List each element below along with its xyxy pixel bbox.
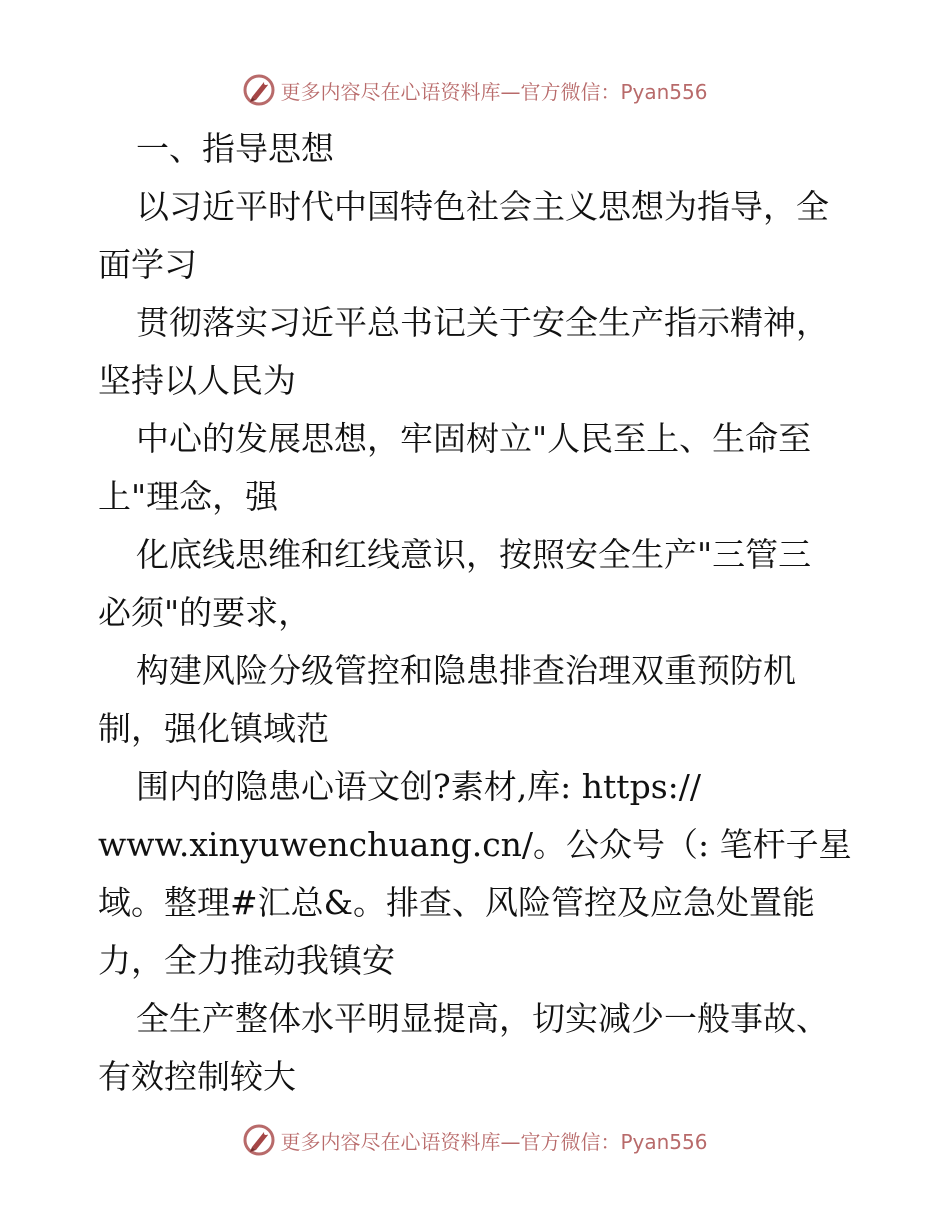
paragraph-line: 有效控制较大: [98, 1057, 296, 1096]
paragraph-line: 中心的发展思想，牢固树立"人民至上、生命至: [136, 419, 812, 458]
paragraph-line: 全生产整体水平明显提高，切实减少一般事故、: [136, 999, 829, 1038]
paragraph-line: 必须"的要求，: [98, 593, 312, 632]
paragraph-line: 围内的隐患心语文创?素材,库: https://: [136, 767, 701, 806]
paragraph-line: 力，全力推动我镇安: [98, 941, 395, 980]
paragraph-line: www.xinyuwenchuang.cn/。公众号（: 笔杆子星: [98, 825, 852, 864]
paragraph-line: 面学习: [98, 245, 197, 284]
paragraph-line: 上"理念，强: [98, 477, 279, 516]
paragraph-line: 构建风险分级管控和隐患排查治理双重预防机: [136, 651, 796, 690]
section-heading: 一、指导思想: [136, 129, 334, 168]
paragraph-line: 贯彻落实习近平总书记关于安全生产指示精神，: [136, 303, 829, 342]
footer-banner: [0, 1120, 950, 1160]
header-banner-text: 更多内容尽在心语资料库—官方微信：Pyan556: [280, 79, 708, 104]
footer-banner-text: 更多内容尽在心语资料库—官方微信：Pyan556: [280, 1129, 708, 1154]
document-body: [98, 120, 868, 1106]
paragraph-line: 以习近平时代中国特色社会主义思想为指导，全: [136, 187, 829, 226]
pen-logo-icon: [242, 1123, 276, 1157]
paragraph-line: 域。整理#汇总&。排查、风险管控及应急处置能: [98, 883, 816, 922]
paragraph-line: 化底线思维和红线意识，按照安全生产"三管三: [136, 535, 812, 574]
pen-logo-icon: [242, 73, 276, 107]
header-banner: [0, 70, 950, 110]
paragraph-line: 坚持以人民为: [98, 361, 296, 400]
paragraph-line: 制，强化镇域范: [98, 709, 329, 748]
